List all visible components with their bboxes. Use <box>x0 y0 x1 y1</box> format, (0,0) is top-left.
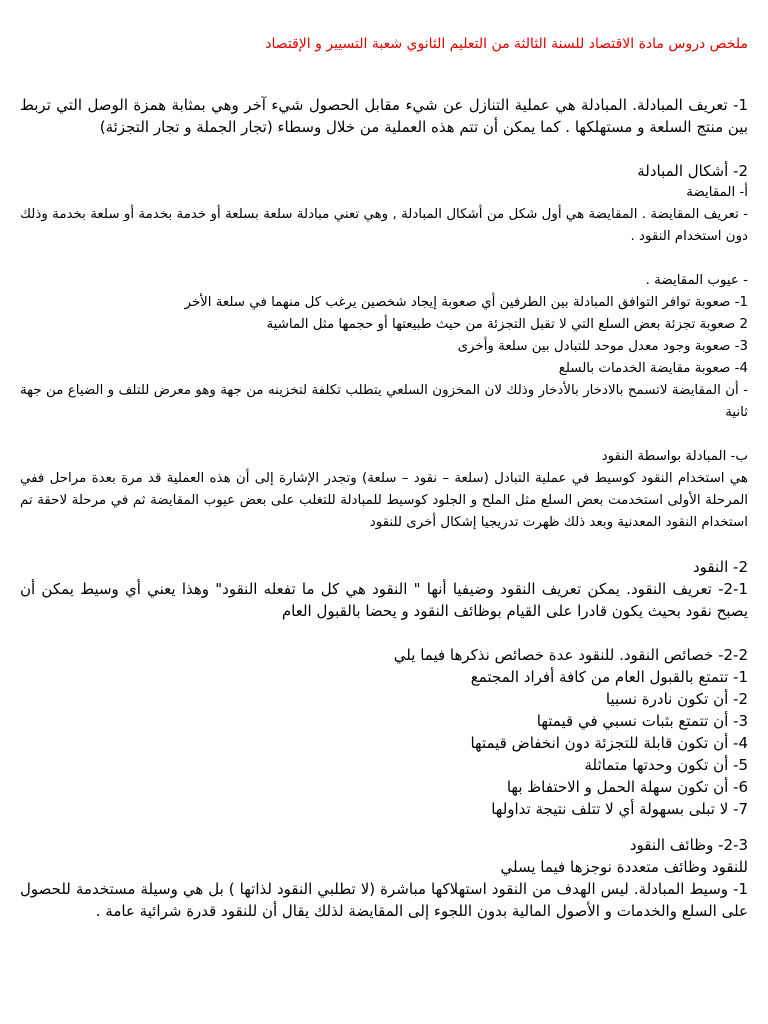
money-definition: 2-1- تعريف النقود. يمكن تعريف النقود وضيفيا أنها " النقود هي كل ما تفعله النقود" وهذا يعني أي وسيط يمكن أن يصبح نقود بحيث يكون قادرا على القيام بوظائف النقود و يحضا بالقبول العام <box>20 580 748 620</box>
barter-defect-item: - أن المقايضة لاتسمح بالادخار بالأدخار وذلك لان المخزون السلعي يتطلب تكلفة لتخزينه من جهة وهو معرض للتلف و الضياع من جهة ثانية <box>20 383 748 420</box>
money-functions-heading: 2-3- وظائف النقود <box>629 836 748 854</box>
money-heading: 2- النقود <box>692 558 748 576</box>
money-exchange-subheading: ب- المبادلة بواسطة النقود <box>601 449 748 464</box>
money-exchange-paragraph: هي استخدام النقود كوسيط في عملية التبادل (سلعة – نقود – سلعة) وتجدر الإشارة إلى أن هذه العملية قد مرة بعدة مراحل ففي المرحلة الأولى استخدمت بعض السلع مثل الملح و الجلود كوسيط للمبادلة للتغلب على بعض عيوب المقايضة ثم في مرحلة لاحقة تم استخدام النقود المعدنية وبعد ذلك ظهرت تدريجيا إشكال أخرى للنقود <box>20 471 748 530</box>
document-title: ملخص دروس مادة الاقتصاد للسنة الثالثة من التعليم الثانوي شعبة التسيير و الإقتصاد <box>265 36 748 52</box>
money-property-item: 1- تتمتع بالقبول العام من كافة أفراد المجتمع <box>470 668 748 686</box>
barter-subheading: أ- المقايضة <box>686 185 748 200</box>
barter-defect-item: 4- صعوبة مقايضة الخدمات بالسلع <box>558 361 748 376</box>
money-functions-intro: للنقود وظائف متعددة نوجزها فيما يسلي <box>500 858 748 876</box>
money-property-item: 5- أن تكون وحدتها متماثلة <box>584 756 748 774</box>
money-property-item: 3- أن تتمتع بثبات نسبي في قيمتها <box>536 712 748 730</box>
money-property-item: 4- أن تكون قابلة للتجزئة دون انخفاض قيمتها <box>470 734 748 752</box>
barter-defect-item: 1- صعوبة توافر التوافق المبادلة بين الطرفين أي صعوبة إيجاد شخصين يرغب كل منهما في سلعة الأخر <box>184 295 748 310</box>
barter-defects-heading: - عيوب المقايضة . <box>645 273 748 288</box>
money-function-exchange-medium: 1- وسيط المبادلة. ليس الهدف من النقود استهلاكها مباشرة (لا تطلبي النقود لذاتها ) بل هي وسيلة مستخدمة للحصول على السلع والخدمات و الأصول المالية بدون اللجوء إلى المقايضة لذلك يقال أن للنقود قدرة شرائية عامة . <box>20 880 748 920</box>
exchange-definition: 1- تعريف المبادلة. المبادلة هي عملية التنازل عن شيء مقابل الحصول شيء آخر وهي بمثابة همزة الوصل التي تربط بين منتج السلعة و مستهلكها . كما يمكن أن تتم هذه العملية من خلال وسطاء (تجار الجملة و تجار التجزئة) <box>20 96 748 136</box>
barter-defect-item: 3- صعوبة وجود معدل موحد للتبادل بين سلعة وأخرى <box>457 339 748 354</box>
barter-definition: - تعريف المقايضة . المقايضة هي أول شكل من أشكال المبادلة , وهي تعني مبادلة سلعة بسلعة أو خدمة بخدمة أو سلعة بخدمة وذلك دون استخدام النقود . <box>20 207 748 244</box>
money-property-item: 7- لا تبلى بسهولة أي لا تتلف نتيجة تداولها <box>491 800 748 818</box>
exchange-forms-heading: 2- أشكال المبادلة <box>637 162 748 180</box>
money-properties-heading: 2-2- خصائص النقود. للنقود عدة خصائص نذكرها فيما يلي <box>393 646 748 664</box>
money-property-item: 6- أن تكون سهلة الحمل و الاحتفاظ بها <box>506 778 748 796</box>
money-property-item: 2- أن تكون نادرة نسبيا <box>605 690 748 708</box>
barter-defect-item: 2 صعوبة تجزئة بعض السلع التي لا تقبل التجزئة من حيث طبيعتها أو حجمها مثل الماشية <box>266 317 748 332</box>
